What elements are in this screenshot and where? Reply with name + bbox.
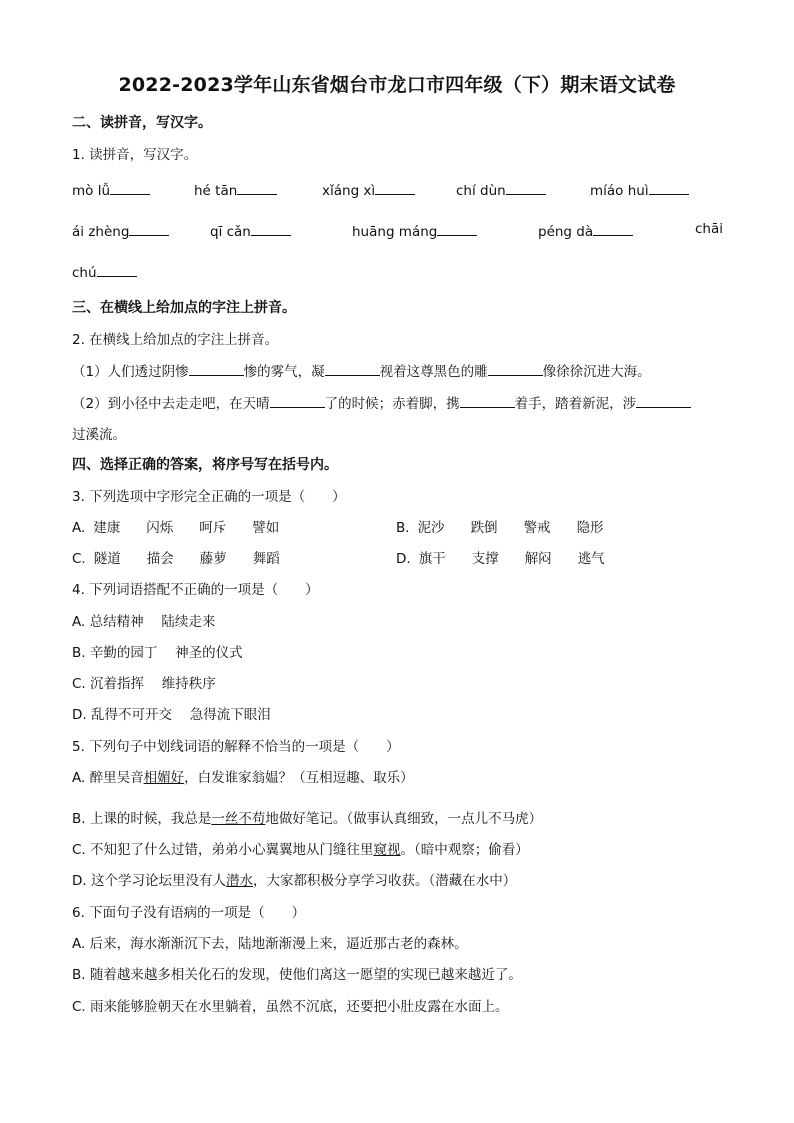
answer-blank[interactable] [649,180,689,195]
answer-blank[interactable] [636,393,691,408]
pinyin-item: hé tān [194,180,277,199]
answer-blank[interactable] [437,221,477,236]
option-4b[interactable]: B. 辛勤的园丁 神圣的仪式 [72,645,243,661]
pinyin-item: péng dà [538,221,633,240]
pinyin-item: chú [72,262,137,281]
option-5b[interactable]: B. 上课的时候，我总是一丝不苟地做好笔记。（做事认真细致，一点儿不马虎） [72,811,543,827]
underlined-word: 一丝不苟 [211,811,266,827]
question-2-line-2: （2）到小径中去走走吧，在天晴 了的时候；赤着脚，携 着手，踏着新泥，涉 [72,392,691,412]
answer-blank[interactable] [110,180,150,195]
answer-blank[interactable] [488,361,543,376]
pinyin-item: xǐáng xì [322,180,415,199]
section-heading-3: 三、在横线上给加点的字注上拼音。 [72,300,296,316]
answer-blank[interactable] [325,361,380,376]
answer-blank[interactable] [129,221,169,236]
section-heading-4: 四、选择正确的答案，将序号写在括号内。 [72,457,338,473]
pinyin-item: huāng máng [352,221,477,240]
answer-blank[interactable] [460,393,515,408]
answer-blank[interactable] [375,180,415,195]
pinyin-item: mò lǚ [72,180,150,199]
option-4d[interactable]: D. 乱得不可开交 急得流下眼泪 [72,707,271,723]
pinyin-item: chí dùn [456,180,546,199]
question-2-line-3: 过溪流。 [72,427,126,443]
question-3: 3. 下列选项中字形完全正确的一项是（ ） [72,489,346,505]
option-4a[interactable]: A. 总结精神 陆续走来 [72,614,216,630]
answer-blank[interactable] [237,180,277,195]
answer-blank[interactable] [189,361,244,376]
option-5a[interactable]: A. 醉里吴音相媚好，白发谁家翁媪？（互相逗趣、取乐） [72,770,414,786]
answer-blank[interactable] [506,180,546,195]
pinyin-item: chāi [695,221,724,237]
underlined-word: 潜水 [225,873,253,889]
option-3d[interactable]: D. 旗干 支撑 解闷 逃气 [396,551,605,567]
option-6a[interactable]: A. 后来，海水渐渐沉下去，陆地渐渐漫上来，逼近那古老的森林。 [72,936,468,952]
pinyin-item: míáo huì [590,180,689,199]
answer-blank[interactable] [270,393,325,408]
section-heading-2: 二、读拼音，写汉字。 [72,115,212,131]
option-3b[interactable]: B. 泥沙 跌倒 警戒 隐形 [396,520,604,536]
pinyin-item: ái zhèng [72,221,169,240]
page-title: 2022-2023学年山东省烟台市龙口市四年级（下）期末语文试卷 [118,74,676,96]
question-2-line-1: （1）人们透过阴惨 惨的雾气，凝 视着这尊黑色的雕 像徐徐沉进大海。 [72,360,651,380]
option-5d[interactable]: D. 这个学习论坛里没有人潜水，大家都积极分享学习收获。（潜藏在水中） [72,873,517,889]
answer-blank[interactable] [251,221,291,236]
answer-blank[interactable] [593,221,633,236]
option-5c[interactable]: C. 不知犯了什么过错，弟弟小心翼翼地从门缝往里窥视。（暗中观察；偷看） [72,842,529,858]
question-5: 5. 下列句子中划线词语的解释不恰当的一项是（ ） [72,739,400,755]
underlined-word: 相媚好 [143,770,185,786]
question-6: 6. 下面句子没有语病的一项是（ ） [72,905,306,921]
option-6c[interactable]: C. 雨来能够脸朝天在水里躺着，虽然不沉底，还要把小肚皮露在水面上。 [72,999,509,1015]
option-3c[interactable]: C. 隧道 描会 藤萝 舞蹈 [72,551,280,567]
option-4c[interactable]: C. 沉着指挥 维持秩序 [72,676,216,692]
option-3a[interactable]: A. 建康 闪烁 呵斥 譬如 [72,520,280,536]
question-1: 1. 读拼音，写汉字。 [72,147,198,163]
question-4: 4. 下列词语搭配不正确的一项是（ ） [72,582,319,598]
answer-blank[interactable] [97,262,137,277]
question-2: 2. 在横线上给加点的字注上拼音。 [72,332,279,348]
option-6b[interactable]: B. 随着越来越多相关化石的发现，使他们离这一愿望的实现已越来越近了。 [72,967,522,983]
underlined-word: 窥视 [373,842,401,858]
pinyin-item: qī cǎn [210,221,291,240]
